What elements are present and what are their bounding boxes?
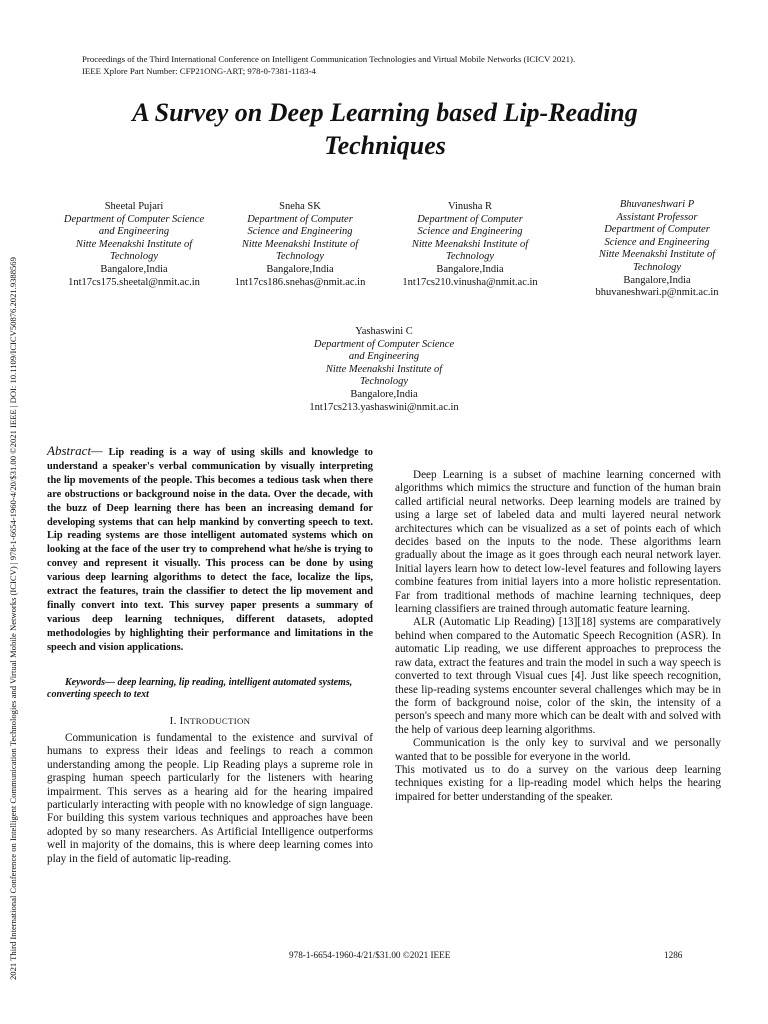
author-affiliation: Technology [632, 261, 682, 273]
body-paragraph: Deep Learning is a subset of machine learning concerned with algorithms which mimics the structure and function of the human brain called artificial neural networks. Deep learning models are trained by using a large set of labeled data and multi layered neural network architectures which can be visualized as a set of points each of which decides based on the inputs to the node. These algorithms learn gradually about the image as it goes through each neural network layer. Initial layers learn how to detect low-level features and following layers combine features from initial layers into a more holistic representation. Far from traditional methods of machine learning techniques, deep learning classifiers are trained through automatic feature learning. [395, 469, 721, 616]
paper-title-line-1: A Survey on Deep Learning based Lip-Reading [132, 98, 638, 127]
keywords [47, 677, 373, 701]
author-email: 1nt17cs210.vinusha@nmit.ac.in [402, 276, 538, 288]
author-affiliation: Department of Computer Science [63, 213, 205, 225]
side-doi-strip: 2021 Third International Conference on Intelligent Communication Technologies and Virtual Mobile Networks (ICICV) | 978-1-6654-1960-4/20/$31.00 ©2021 IEEE | DOI: 10.1109/ICICV50876.2021.9388569 [8, 257, 18, 980]
body-paragraph: Communication is the only key to survival and we personally wanted that to be possible for everyone in the world. [395, 737, 721, 763]
author-affiliation: Department of Computer [247, 213, 353, 225]
author-affiliation: Technology [359, 376, 409, 388]
author-block-3 [392, 201, 548, 289]
section-first-letter: I [179, 714, 184, 727]
author-affiliation: Nitte Meenakshi Institute of [598, 249, 716, 261]
abstract-body: Lip reading is a way of using skills and knowledge to understand a speaker's verbal communication by visually interpreting the lip movements of the people. This becomes a tedious task when there are obstructions or background noise in the data. Over the decade, with the buzz of Deep learning there has been an increasing demand for developing systems that can help mankind by converting speech to text. Lip reading systems are those intelligent automated systems which on looking at the face of the user try to comprehend what he/she is trying to convey and represent it visually. This process can be done by using various deep learning algorithms to detect the face, localize the lips, extract the features, train the classifier to detect the lip movement and finally convert into text. This survey paper presents a summary of various deep learning techniques, different datasets, adopted methodologies by highlighting their performance and limitations in the speech and vision applications. [47, 447, 373, 653]
author-block-1 [44, 201, 224, 289]
paper-title [60, 96, 710, 162]
paper-title-line-2: Techniques [324, 131, 446, 160]
author-affiliation: and Engineering [348, 351, 420, 363]
author-affiliation: Department of Computer Science [313, 338, 455, 350]
author-name: Yashaswini C [355, 326, 413, 337]
author-affiliation: Nitte Meenakshi Institute of [75, 238, 193, 250]
left-column [47, 444, 373, 866]
author-affiliation: Nitte Meenakshi Institute of [411, 238, 529, 250]
author-affiliation: Nitte Meenakshi Institute of [325, 363, 443, 375]
author-affiliation: Science and Engineering [247, 226, 353, 238]
proceedings-part-number: IEEE Xplore Part Number: CFP21ONG-ART; 978-0-7381-1183-4 [82, 65, 316, 76]
right-column [395, 469, 721, 804]
author-email: bhuvaneshwari.p@nmit.ac.in [595, 287, 719, 299]
abstract [47, 444, 373, 655]
author-block-2 [222, 201, 378, 289]
author-name: Sneha SK [279, 201, 321, 212]
body-paragraph: This motivated us to do a survey on the various deep learning techniques existing for a lip-reading model which helps the hearing impaired for better understanding of the speaker. [395, 763, 721, 803]
proceedings-header [82, 54, 575, 77]
body-paragraph: ALR (Automatic Lip Reading) [13][18] systems are comparatively behind when compared to the Automatic Speech Recognition (ASR). In automatic Lip reading, we use different approaches to preprocess the raw data, extract the features and train the model in such a way speech is converted to text through Visual cues [4]. Just like speech recognition, these lip-reading systems encounter several challenges which may be in the form of background noise, color of the skin, the intensity of a person's speech and many more which can be dealt with and solved with the help of various deep learning algorithms. [395, 616, 721, 736]
author-affiliation: Department of Computer [417, 213, 523, 225]
keywords-heading: Keywords— [65, 676, 115, 688]
author-location: Bangalore,India [623, 274, 691, 286]
author-affiliation: Technology [275, 251, 325, 263]
author-location: Bangalore,India [436, 263, 504, 275]
author-location: Bangalore,India [100, 263, 168, 275]
author-affiliation: Technology [109, 251, 159, 263]
author-affiliation: Technology [445, 251, 495, 263]
proceedings-line: Proceedings of the Third International Conference on Intelligent Communication Technologies and Virtual Mobile Networks (ICICV 2021). [82, 54, 576, 64]
author-location: Bangalore,India [350, 388, 418, 400]
section-heading-introduction [47, 715, 373, 728]
author-name: Vinusha R [448, 201, 492, 212]
author-name: Sheetal Pujari [104, 201, 164, 212]
section-title: NTRODUCTION [183, 715, 251, 726]
author-affiliation: Science and Engineering [417, 226, 523, 238]
author-block-4 [584, 199, 730, 300]
footer-code: 978-1-6654-1960-4/21/$31.00 ©2021 IEEE [289, 950, 451, 960]
abstract-heading: Abstract— [47, 443, 103, 458]
section-number: I. [169, 714, 177, 727]
author-affiliation: Science and Engineering [604, 236, 710, 248]
author-email: 1nt17cs175.sheetal@nmit.ac.in [68, 276, 200, 288]
author-affiliation: Nitte Meenakshi Institute of [241, 238, 359, 250]
author-affiliation: Department of Computer [604, 224, 710, 236]
keywords-body: deep learning, lip reading, intelligent automated systems, converting speech to text [47, 676, 353, 700]
author-email: 1nt17cs186.snehas@nmit.ac.in [234, 276, 366, 288]
author-name: Bhuvaneshwari P [619, 199, 695, 210]
author-block-5 [294, 326, 474, 414]
author-location: Bangalore,India [266, 263, 334, 275]
author-email: 1nt17cs213.yashaswini@nmit.ac.in [309, 401, 459, 413]
page-number: 1286 [664, 950, 683, 960]
intro-paragraph: Communication is fundamental to the existence and survival of humans to express their ideas and feelings to reach a common understanding among the people. Lip Reading plays a supreme role in grasping human speech particularly for the listeners with hearing impairment. This serves as a hearing aid for the hearing impaired particularly interacting with people with no knowledge of sign language. For building this system various techniques and approaches have been adopted by so many researchers. As Artificial Intelligence outperforms well in majority of the domains, this is where deep learning comes into play in the field of automatic lip-reading. [47, 732, 373, 865]
author-position: Assistant Professor [616, 211, 698, 223]
author-affiliation: and Engineering [98, 226, 170, 238]
